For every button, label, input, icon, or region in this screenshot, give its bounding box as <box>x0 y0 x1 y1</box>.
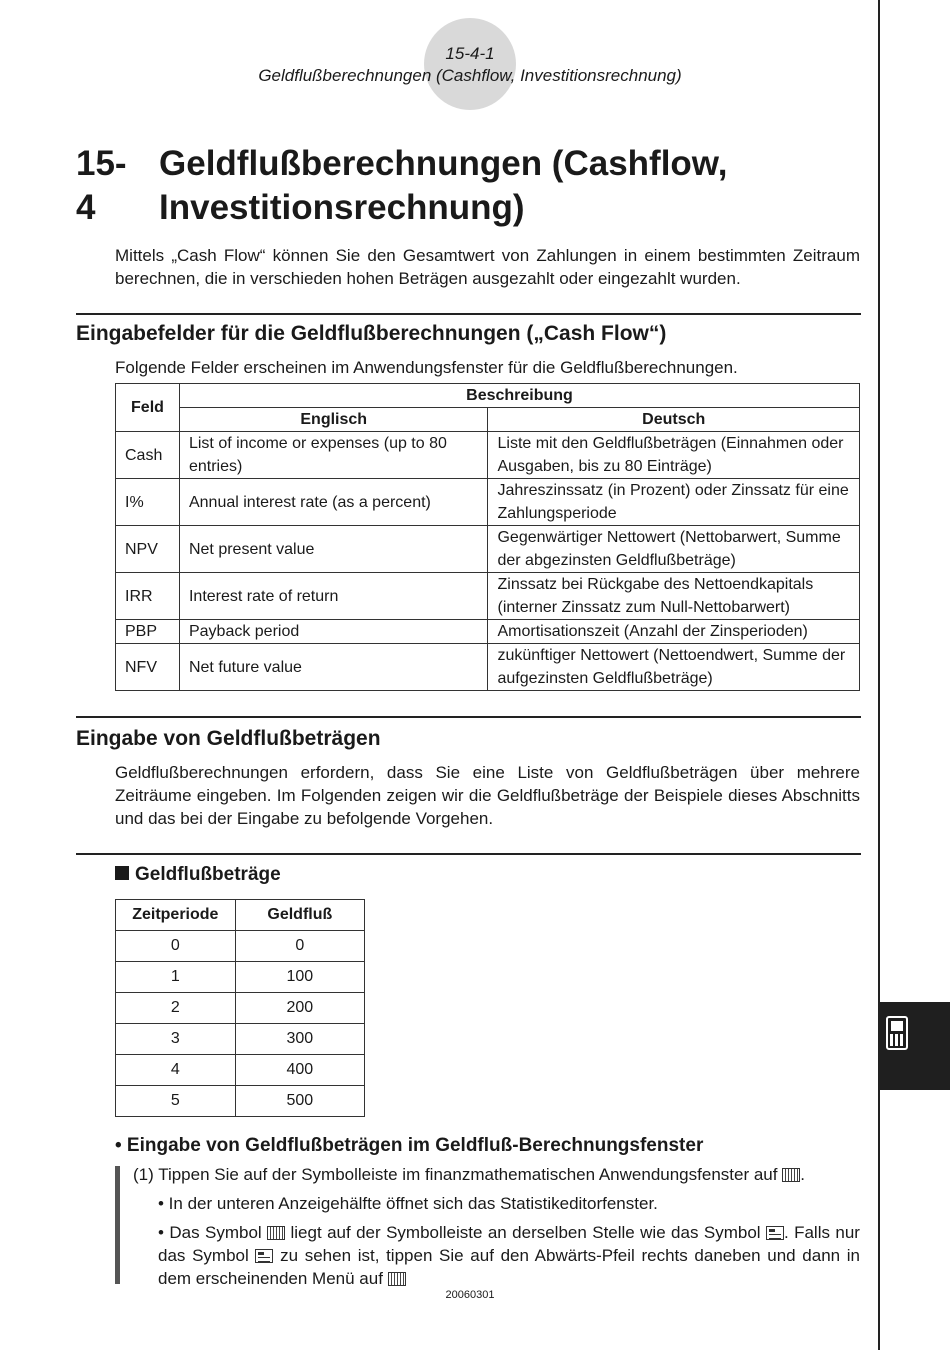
period-cell: 3 <box>116 1024 236 1055</box>
title-line-2: Investitionsrechnung) <box>159 188 525 227</box>
title-number: 15-4 <box>76 144 127 227</box>
procedure-heading: • Eingabe von Geldflußbeträgen im Geldfluß-Berechnungsfenster <box>115 1135 704 1156</box>
fields-intro: Folgende Felder erscheinen im Anwendungsfenster für die Geldflußberechnungen. <box>115 358 738 377</box>
period-cell: 5 <box>116 1086 236 1117</box>
bullet-2-part-b: liegt auf der Symbolleiste an derselben Stelle wie das Symbol <box>290 1223 761 1242</box>
cashflow-cell: 400 <box>235 1055 364 1086</box>
english-cell: Net future value <box>179 644 488 691</box>
german-cell: zukünftiger Nettowert (Nettoendwert, Summe der aufgezinsten Geldflußbeträge) <box>488 644 860 691</box>
table-row <box>116 931 365 962</box>
cashflow-cell: 300 <box>235 1024 364 1055</box>
field-cell: NFV <box>116 644 180 691</box>
intro-paragraph: Mittels „Cash Flow“ können Sie den Gesamtwert von Zahlungen in einem bestimmten Zeitraum berechnen, die in verschieden hohen Beträgen ausgezahlt oder eingezahlt wurden. <box>115 246 860 288</box>
bullet-2-part-a: • Das Symbol <box>158 1223 262 1242</box>
header-description: Beschreibung <box>179 384 859 408</box>
header-english: Englisch <box>179 408 488 432</box>
bullet-2-part-d: zu sehen ist, tippen Sie auf den Abwärts-Pfeil rechts daneben und dann in dem erscheinenden Menü auf <box>158 1246 860 1288</box>
period-cell: 4 <box>116 1055 236 1086</box>
section-heading-input: Eingabe von Geldflußbeträgen <box>76 727 381 750</box>
note-bullet-2: • Das Symbol liegt auf der Symbolleiste an derselben Stelle wie das Symbol . Falls nur das Symbol zu sehen ist, tippen Sie auf den Abwärts-Pfeil rechts daneben und dann in dem erscheinenden Menü auf <box>158 1223 860 1288</box>
header-cashflow: Geldfluß <box>235 900 364 931</box>
page-edge-rule <box>878 0 880 1350</box>
table-row <box>116 479 860 526</box>
input-paragraph: Geldflußberechnungen erfordern, dass Sie eine Liste von Geldflußbeträgen über mehrere Zeiträume eingeben. Im Folgenden zeigen wir die Geldflußbeträge der Beispiele dieses Abschnitts und das bei der Eingabe zu befolgende Vorgehen. <box>115 763 860 828</box>
calculator-icon <box>886 1016 908 1050</box>
table-row <box>116 1024 365 1055</box>
stat-editor-icon <box>388 1272 406 1286</box>
cashflow-table <box>115 899 365 1117</box>
german-cell: Amortisationszeit (Anzahl der Zinsperioden) <box>488 620 860 644</box>
table-row <box>116 993 365 1024</box>
bullet-2-part-c: Falls nur das Symbol <box>158 1223 860 1265</box>
german-cell: Gegenwärtiger Nettowert (Nettobarwert, Summe der abgezinsten Geldflußbeträge) <box>488 526 860 573</box>
table-row <box>116 644 860 691</box>
section-heading-fields: Eingabefelder für die Geldflußberechnungen („Cash Flow“) <box>76 322 667 345</box>
step-1-text: (1) Tippen Sie auf der Symbolleiste im finanzmathematischen Anwendungsfenster auf <box>133 1165 778 1184</box>
cashflow-cell: 0 <box>235 931 364 962</box>
cashflow-cell: 100 <box>235 962 364 993</box>
period-cell: 2 <box>116 993 236 1024</box>
english-cell: Net present value <box>179 526 488 573</box>
table-row <box>116 432 860 479</box>
period-cell: 1 <box>116 962 236 993</box>
english-cell: Payback period <box>179 620 488 644</box>
table-row <box>116 620 860 644</box>
subheading-text: Geldflußbeträge <box>135 864 281 885</box>
table-row <box>116 1055 365 1086</box>
table-row <box>116 1086 365 1117</box>
running-title: Geldflußberechnungen (Cashflow, Investitionsrechnung) <box>258 66 682 85</box>
cashflow-cell: 200 <box>235 993 364 1024</box>
section-divider <box>76 716 861 718</box>
header-field: Feld <box>116 384 180 432</box>
square-bullet-icon <box>115 866 129 880</box>
title-line-1: Geldflußberechnungen (Cashflow, <box>159 144 728 183</box>
table-row <box>116 526 860 573</box>
english-cell: Interest rate of return <box>179 573 488 620</box>
fields-table <box>115 383 860 691</box>
page-number: 15-4-1 <box>445 44 495 63</box>
table-row <box>116 573 860 620</box>
field-cell: NPV <box>116 526 180 573</box>
field-cell: Cash <box>116 432 180 479</box>
header-circle <box>424 18 516 110</box>
procedure-sidebar <box>115 1166 120 1284</box>
cashflow-cell: 500 <box>235 1086 364 1117</box>
procedure-step-1: (1) Tippen Sie auf der Symbolleiste im finanzmathematischen Anwendungsfenster auf . <box>133 1165 805 1184</box>
german-cell: Jahreszinssatz (in Prozent) oder Zinssatz für eine Zahlungsperiode <box>488 479 860 526</box>
stat-editor-icon <box>782 1168 800 1182</box>
subheading-cashflows <box>115 864 281 886</box>
field-cell: IRR <box>116 573 180 620</box>
footer-code: 20060301 <box>445 1289 495 1301</box>
english-cell: Annual interest rate (as a percent) <box>179 479 488 526</box>
period-cell: 0 <box>116 931 236 962</box>
note-bullet-1: • In der unteren Anzeigehälfte öffnet sich das Statistikeditorfenster. <box>158 1194 658 1213</box>
graph-table-icon <box>766 1226 784 1240</box>
english-cell: List of income or expenses (up to 80 entries) <box>179 432 488 479</box>
section-divider <box>76 853 861 855</box>
german-cell: Zinssatz bei Rückgabe des Nettoendkapitals (interner Zinssatz zum Null-Nettobarwert) <box>488 573 860 620</box>
header-german: Deutsch <box>488 408 860 432</box>
german-cell: Liste mit den Geldflußbeträgen (Einnahmen oder Ausgaben, bis zu 80 Einträge) <box>488 432 860 479</box>
table-row <box>116 962 365 993</box>
section-divider <box>76 313 861 315</box>
stat-editor-icon <box>267 1226 285 1240</box>
field-cell: PBP <box>116 620 180 644</box>
header-period: Zeitperiode <box>116 900 236 931</box>
graph-table-icon <box>255 1249 273 1263</box>
field-cell: I% <box>116 479 180 526</box>
